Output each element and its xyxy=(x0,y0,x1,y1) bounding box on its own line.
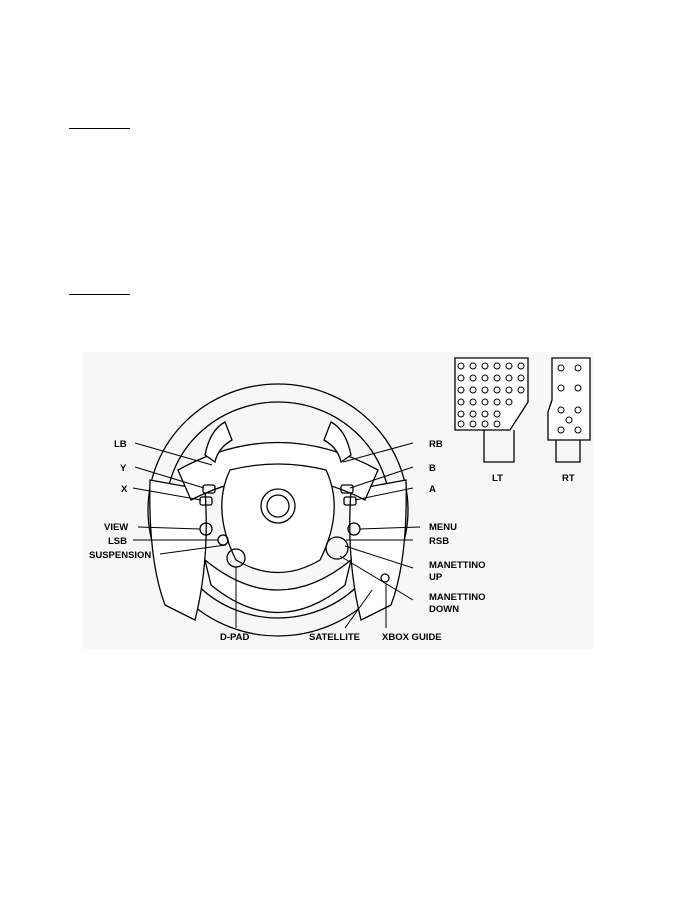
label-lsb: LSB xyxy=(108,536,127,547)
label-rsb: RSB xyxy=(429,536,450,547)
wheel-hub xyxy=(222,464,334,573)
label-rt: RT xyxy=(562,473,575,484)
label-xbox-guide: XBOX GUIDE xyxy=(382,632,442,643)
label-dpad: D-PAD xyxy=(220,632,250,643)
label-lt: LT xyxy=(492,473,503,484)
label-manettino-up-line1: MANETTINO xyxy=(429,560,486,571)
label-manettino-down-line2: DOWN xyxy=(429,604,460,615)
label-suspension: SUSPENSION xyxy=(89,550,152,561)
label-manettino-down-line1: MANETTINO xyxy=(429,592,486,603)
label-b: B xyxy=(429,463,436,474)
label-y: Y xyxy=(120,463,127,474)
label-manettino-up-line2: UP xyxy=(429,572,443,583)
label-rb: RB xyxy=(429,439,443,450)
label-view: VIEW xyxy=(104,522,129,533)
label-a: A xyxy=(429,484,436,495)
label-satellite: SATELLITE xyxy=(309,632,361,643)
label-lb: LB xyxy=(114,439,127,450)
label-x: X xyxy=(121,484,128,495)
label-menu: MENU xyxy=(429,522,457,533)
